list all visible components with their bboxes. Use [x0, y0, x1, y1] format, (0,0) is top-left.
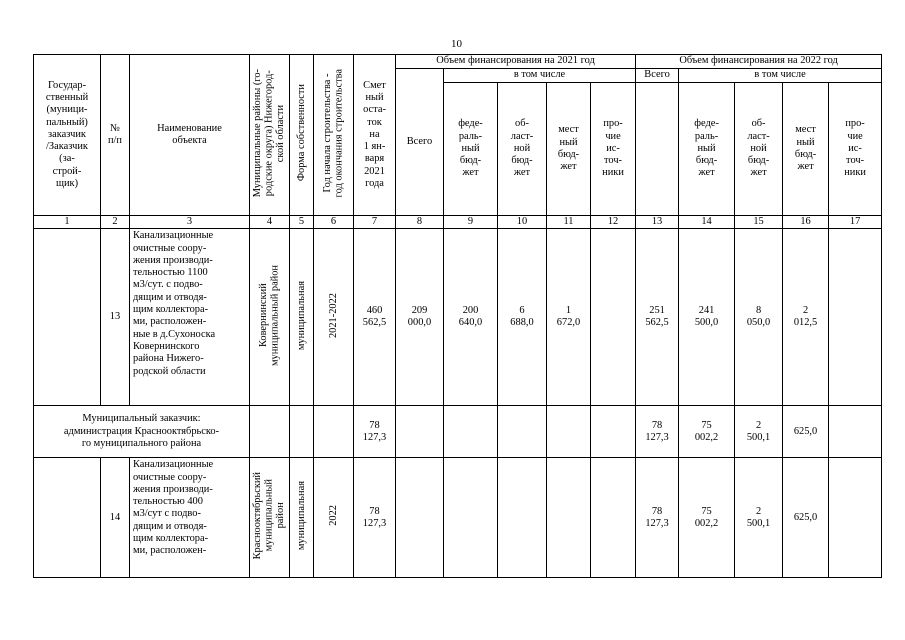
- row14-blank: [547, 458, 591, 578]
- financing-table: [33, 54, 882, 578]
- column-number: 11: [547, 216, 591, 229]
- row13-years: 2021-2022: [314, 229, 354, 406]
- row14-balance: 78 127,3: [354, 458, 396, 578]
- header-other-2022: про- чие ис- точ- ники: [829, 83, 882, 216]
- header-including-2021: в том числе: [444, 69, 636, 83]
- column-number: 2: [101, 216, 130, 229]
- row13-district: Ковернинский муниципальный район: [250, 229, 290, 406]
- row14-object-name: Канализационные очистные соору- жения производи- тельностью 400 м3/сут с подво- дящим и отводя- щим коллектора- ми, расположен-: [130, 458, 250, 578]
- header-customer: Государ- ственный (муници- пальный) заказчик /Заказчик (за- строй- щик): [34, 55, 101, 216]
- header-total-2021: Всего: [396, 69, 444, 216]
- customer-row-blank: [314, 406, 354, 458]
- row13-no: 13: [101, 229, 130, 406]
- row14-blank: [829, 458, 882, 578]
- header-years: Год начала строительства - год окончания строительства: [314, 55, 354, 216]
- row14-years: 2022: [314, 458, 354, 578]
- column-number: 7: [354, 216, 396, 229]
- row13-ownership: муниципальная: [290, 229, 314, 406]
- column-number: 8: [396, 216, 444, 229]
- row14-federal-2022: 75 002,2: [679, 458, 735, 578]
- table-row: [34, 229, 882, 406]
- customer-row-blank: [591, 406, 636, 458]
- customer-row-blank: [250, 406, 290, 458]
- column-number: 9: [444, 216, 498, 229]
- column-number: 14: [679, 216, 735, 229]
- row13-regional-2021: 6 688,0: [498, 229, 547, 406]
- row13-other-2021: [591, 229, 636, 406]
- header-regional-2022: об- ласт- ной бюд- жет: [735, 83, 783, 216]
- customer-row-federal-2022: 75 002,2: [679, 406, 735, 458]
- header-including-2022: в том числе: [679, 69, 882, 83]
- row13-total-2022: 251 562,5: [636, 229, 679, 406]
- customer-row-blank: [290, 406, 314, 458]
- row14-total-2022: 78 127,3: [636, 458, 679, 578]
- header-ownership: Форма собственности: [290, 55, 314, 216]
- row14-district: Краснооктябрьский муниципальный район: [250, 458, 290, 578]
- column-number: 1: [34, 216, 101, 229]
- row13-federal-2022: 241 500,0: [679, 229, 735, 406]
- header-total-2022-blank: [636, 83, 679, 216]
- row14-blank: [396, 458, 444, 578]
- row14-blank: [591, 458, 636, 578]
- column-number: 15: [735, 216, 783, 229]
- row14-blank: [498, 458, 547, 578]
- header-balance: Смет ный оста- ток на 1 ян- варя 2021 года: [354, 55, 396, 216]
- header-federal-2022: феде- раль- ный бюд- жет: [679, 83, 735, 216]
- customer-row-blank: [396, 406, 444, 458]
- column-number-row: [34, 216, 882, 229]
- page-number: 10: [451, 38, 462, 50]
- header-financing-2021: Объем финансирования на 2021 год: [396, 55, 636, 69]
- customer-row-blank: [498, 406, 547, 458]
- row14-ownership: муниципальная: [290, 458, 314, 578]
- customer-row-blank: [829, 406, 882, 458]
- column-number: 6: [314, 216, 354, 229]
- customer-row-regional-2022: 2 500,1: [735, 406, 783, 458]
- row14-local-2022: 625,0: [783, 458, 829, 578]
- row13-customer: [34, 229, 101, 406]
- row13-total-2021: 209 000,0: [396, 229, 444, 406]
- row13-object-name: Канализационные очистные соору- жения производи- тельностью 1100 м3/сут. с подво- дящим и отводя- щим коллектора- ми, расположен- ные в д.Сухоноска Ковернинского района Нижего- родской области: [130, 229, 250, 406]
- row14-customer: [34, 458, 101, 578]
- row14-regional-2022: 2 500,1: [735, 458, 783, 578]
- header-local-2021: мест ный бюд- жет: [547, 83, 591, 216]
- customer-row-total-2022: 78 127,3: [636, 406, 679, 458]
- municipal-customer-label: Муниципальный заказчик: администрация Краснооктябрьско- го муниципального района: [34, 406, 250, 458]
- header-name: Наименование объекта: [130, 55, 250, 216]
- column-number: 13: [636, 216, 679, 229]
- header-financing-2022: Объем финансирования на 2022 год: [636, 55, 882, 69]
- header-total-2022: Всего: [636, 69, 679, 83]
- header-district: Муниципальные районы (го- родские округа) Нижегород- ской области: [250, 55, 290, 216]
- header-federal-2021: феде- раль- ный бюд- жет: [444, 83, 498, 216]
- column-number: 16: [783, 216, 829, 229]
- column-number: 3: [130, 216, 250, 229]
- row13-balance: 460 562,5: [354, 229, 396, 406]
- column-number: 17: [829, 216, 882, 229]
- row13-regional-2022: 8 050,0: [735, 229, 783, 406]
- table-row: [34, 406, 882, 458]
- column-number: 12: [591, 216, 636, 229]
- header-local-2022: мест ный бюд- жет: [783, 83, 829, 216]
- row13-other-2022: [829, 229, 882, 406]
- header-other-2021: про- чие ис- точ- ники: [591, 83, 636, 216]
- customer-row-balance: 78 127,3: [354, 406, 396, 458]
- table-row: [34, 458, 882, 578]
- customer-row-blank: [444, 406, 498, 458]
- column-number: 4: [250, 216, 290, 229]
- column-number: 10: [498, 216, 547, 229]
- row14-no: 14: [101, 458, 130, 578]
- row13-federal-2021: 200 640,0: [444, 229, 498, 406]
- customer-row-local-2022: 625,0: [783, 406, 829, 458]
- header-no: № п/п: [101, 55, 130, 216]
- column-number: 5: [290, 216, 314, 229]
- row13-local-2021: 1 672,0: [547, 229, 591, 406]
- header-regional-2021: об- ласт- ной бюд- жет: [498, 83, 547, 216]
- row13-local-2022: 2 012,5: [783, 229, 829, 406]
- customer-row-blank: [547, 406, 591, 458]
- row14-blank: [444, 458, 498, 578]
